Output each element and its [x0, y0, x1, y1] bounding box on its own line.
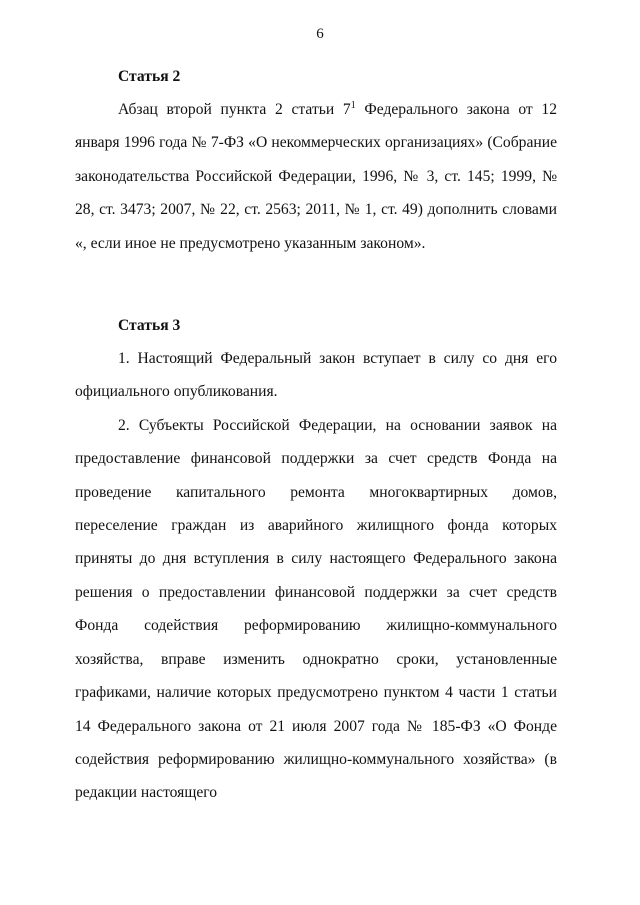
- article-3-paragraph-1: 1. Настоящий Федеральный закон вступает в силу со дня его официального опубликования.: [75, 350, 557, 401]
- article-2-paragraph: [75, 93, 557, 260]
- article-3-heading: Статья 3: [118, 317, 181, 335]
- article-2-superscript: 1: [350, 100, 356, 111]
- page-number: 6: [316, 26, 324, 42]
- article-2-heading: Статья 2: [118, 68, 181, 85]
- document-body: [75, 60, 557, 810]
- article-2-paragraph-start: Абзац второй пункта 2 статьи 7: [118, 101, 351, 118]
- article-2-paragraph-rest: Федерального закона от 12 января 1996 года № 7-ФЗ «О некоммерческих организациях» (Собрание законодательства Российской Федерации, 1996, № 3, ст. 145; 1999, № 28, ст. 3473; 2007, № 22, ст. 2563; 2011, № 1, ст. 49) дополнить словами «, если иное не предусмотрено указанным законом».: [75, 101, 558, 252]
- article-3-paragraph-2: 2. Субъекты Российской Федерации, на основании заявок на предоставление финансовой поддержки за счет средств Фонда на проведение капитального ремонта многоквартирных домов, переселение граждан из аварийного жилищного фонда которых приняты до дня вступления в силу настоящего Федерального закона решения о предоставлении финансовой поддержки за счет средств Фонда содействия реформированию жилищно-коммунального хозяйства, вправе изменить однократно сроки, установленные графиками, наличие которых предусмотрено пунктом 4 части 1 статьи 14 Федерального закона от 21 июля 2007 года № 185-ФЗ «О Фонде содействия реформированию жилищно-коммунального хозяйства» (в редакции настоящего: [75, 416, 557, 802]
